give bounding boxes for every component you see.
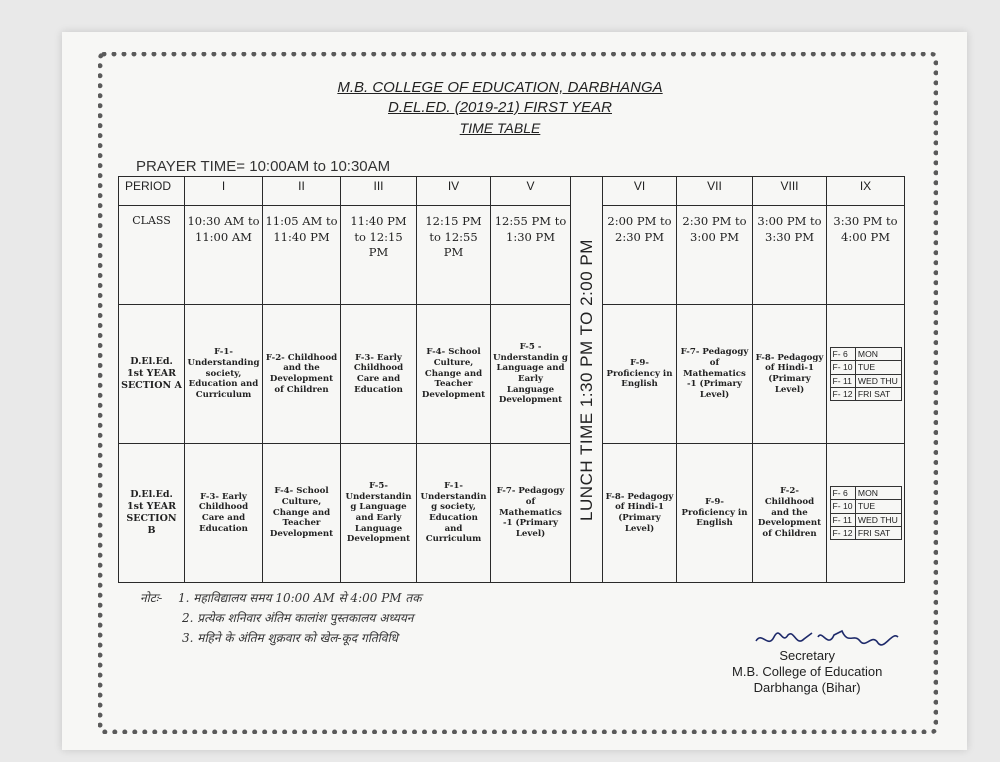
lunch-time: LUNCH TIME 1:30 PM TO 2:00 PM bbox=[576, 238, 596, 521]
subject-cell: F-8- Pedagogy of Hindi-1 (Primary Level) bbox=[753, 305, 827, 444]
note-item: 3. महिने के अंतिम शुक्रवार को खेल-कूद गतिविधि bbox=[182, 631, 398, 645]
day-code: F- 11 bbox=[830, 374, 855, 387]
course-title: D.EL.ED. (2019-21) FIRST YEAR bbox=[388, 99, 612, 116]
time-cell: 11:05 AM to 11:40 PM bbox=[263, 206, 341, 305]
notes-lead: नोटः- bbox=[140, 591, 163, 605]
section-b-row bbox=[119, 444, 905, 583]
period-2: II bbox=[263, 177, 341, 206]
day-code: F- 6 bbox=[830, 486, 855, 499]
period-1: I bbox=[185, 177, 263, 206]
day-code: F- 10 bbox=[830, 500, 855, 513]
note-item: 2. प्रत्येक शनिवार अंतिम कालांश पुस्तकालय अध्ययन bbox=[182, 611, 414, 625]
subject-cell: F-5 - Understandin g Language and Early Language Development bbox=[491, 305, 571, 444]
time-cell: 11:40 PM to 12:15 PM bbox=[341, 206, 417, 305]
time-cell: 2:00 PM to 2:30 PM bbox=[603, 206, 677, 305]
notes bbox=[140, 588, 421, 648]
signature-block bbox=[732, 648, 882, 696]
timetable-title: TIME TABLE bbox=[459, 120, 541, 136]
prayer-time: PRAYER TIME= 10:00AM to 10:30AM bbox=[136, 158, 391, 175]
period-row bbox=[119, 177, 905, 206]
signature-place: Darbhanga (Bihar) bbox=[753, 680, 861, 695]
subject-cell: F-3- Early Childhood Care and Education bbox=[341, 305, 417, 444]
period-3: III bbox=[341, 177, 417, 206]
subject-cell: F-2- Childhood and the Development of Children bbox=[753, 444, 827, 583]
day-name: MON bbox=[855, 347, 901, 360]
day-code: F- 6 bbox=[830, 347, 855, 360]
day-name: TUE bbox=[855, 500, 901, 513]
day-name: TUE bbox=[855, 361, 901, 374]
class-label: CLASS bbox=[119, 206, 185, 305]
subject-cell: F-4- School Culture, Change and Teacher Development bbox=[263, 444, 341, 583]
timetable bbox=[118, 176, 905, 583]
subject-cell: F-4- School Culture, Change and Teacher Development bbox=[417, 305, 491, 444]
subject-cell: F-7- Pedagogy of Mathematics -1 (Primary Level) bbox=[677, 305, 753, 444]
period-8: VIII bbox=[753, 177, 827, 206]
day-schedule-cell bbox=[827, 444, 905, 583]
subject-cell: F-5- Understandin g Language and Early Language Development bbox=[341, 444, 417, 583]
subject-cell: F-2- Childhood and the Development of Children bbox=[263, 305, 341, 444]
day-code: F- 10 bbox=[830, 361, 855, 374]
period-label: PERIOD bbox=[119, 177, 185, 206]
note-item: 1. महाविद्यालय समय 10:00 AM से 4:00 PM तक bbox=[178, 591, 422, 605]
day-schedule bbox=[830, 486, 902, 540]
class-time-row bbox=[119, 206, 905, 305]
lunch-column bbox=[571, 177, 603, 583]
day-name: FRI SAT bbox=[855, 387, 901, 400]
period-4: IV bbox=[417, 177, 491, 206]
time-cell: 3:00 PM to 3:30 PM bbox=[753, 206, 827, 305]
subject-cell: F-7- Pedagogy of Mathematics -1 (Primary Level) bbox=[491, 444, 571, 583]
period-9: IX bbox=[827, 177, 905, 206]
section-b-label: D.El.Ed. 1st YEAR SECTION B bbox=[119, 444, 185, 583]
day-code: F- 12 bbox=[830, 526, 855, 539]
period-5: V bbox=[491, 177, 571, 206]
college-name: M.B. COLLEGE OF EDUCATION, DARBHANGA bbox=[337, 79, 663, 96]
day-code: F- 11 bbox=[830, 513, 855, 526]
period-6: VI bbox=[603, 177, 677, 206]
period-7: VII bbox=[677, 177, 753, 206]
time-cell: 12:55 PM to 1:30 PM bbox=[491, 206, 571, 305]
time-cell: 10:30 AM to 11:00 AM bbox=[185, 206, 263, 305]
day-schedule-cell bbox=[827, 305, 905, 444]
time-cell: 12:15 PM to 12:55 PM bbox=[417, 206, 491, 305]
subject-cell: F-8- Pedagogy of Hindi-1 (Primary Level) bbox=[603, 444, 677, 583]
day-name: MON bbox=[855, 486, 901, 499]
subject-cell: F-9- Proficiency in English bbox=[677, 444, 753, 583]
section-a-row bbox=[119, 305, 905, 444]
subject-cell: F-1- Understanding society, Education and Curriculum bbox=[185, 305, 263, 444]
subject-cell: F-1- Understandin g society, Education and Curriculum bbox=[417, 444, 491, 583]
subject-cell: F-3- Early Childhood Care and Education bbox=[185, 444, 263, 583]
day-name: WED THU bbox=[855, 374, 901, 387]
day-schedule bbox=[830, 347, 902, 401]
day-name: WED THU bbox=[855, 513, 901, 526]
day-code: F- 12 bbox=[830, 387, 855, 400]
time-cell: 2:30 PM to 3:00 PM bbox=[677, 206, 753, 305]
signature-title: Secretary bbox=[779, 648, 835, 663]
signature-org: M.B. College of Education bbox=[732, 664, 883, 679]
time-cell: 3:30 PM to 4:00 PM bbox=[827, 206, 905, 305]
section-a-label: D.El.Ed. 1st YEAR SECTION A bbox=[119, 305, 185, 444]
subject-cell: F-9- Proficiency in English bbox=[603, 305, 677, 444]
day-name: FRI SAT bbox=[855, 526, 901, 539]
